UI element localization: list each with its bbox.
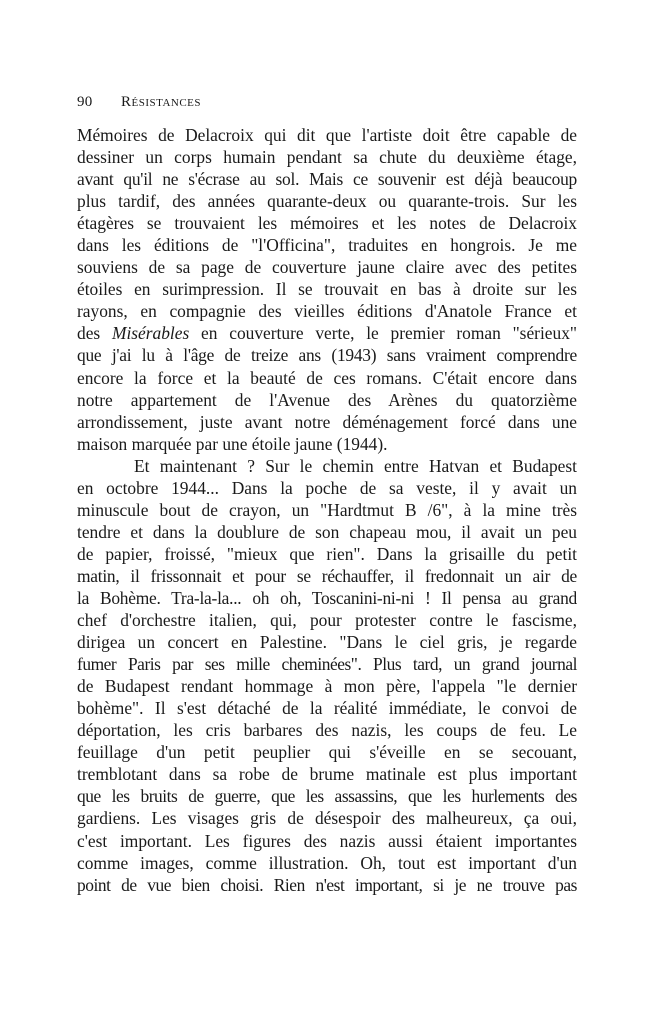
text-line: dirigea un concert en Palestine. "Dans le ciel gris, je regarde: [77, 632, 577, 653]
text-line: dans les éditions de "l'Officina", traduites en hongrois. Je me: [77, 235, 577, 256]
page-body: [77, 124, 577, 896]
text-line: maison marquée par une étoile jaune (1944).: [77, 433, 388, 454]
text-line: rayons, en compagnie des vieilles éditions d'Anatole France et: [77, 301, 577, 322]
text-line: que les bruits de guerre, que les assassins, que les hurlements des: [77, 786, 577, 807]
text-line: arrondissement, juste avant notre déménagement forcé dans une: [77, 411, 577, 432]
text-line: minuscule bout de crayon, un "Hardtmut B /6", à la mine très: [77, 499, 577, 520]
paragraph-1: [77, 124, 577, 455]
page-number: 90: [77, 94, 93, 110]
text-line: point de vue bien choisi. Rien n'est important, si je ne trouve pas: [77, 874, 577, 895]
italic-book-title: Misérables: [111, 323, 190, 344]
text-line: souviens de sa page de couverture jaune claire avec des petites: [77, 257, 577, 278]
text-line: notre appartement de l'Avenue des Arènes du quatorzième: [77, 389, 577, 410]
text-line: feuillage d'un petit peuplier qui s'éveille en se secouant,: [77, 742, 577, 763]
text-line: en octobre 1944... Dans la poche de sa veste, il y avait un: [77, 477, 577, 498]
text-line: plus tardif, des années quarante-deux ou quarante-trois. Sur les: [77, 191, 577, 212]
text-line: avant qu'il ne s'écrase au sol. Mais ce souvenir est déjà beaucoup: [77, 169, 577, 190]
running-header: [77, 92, 201, 112]
text-line: la Bohème. Tra-la-la... oh oh, Toscanini-ni-ni ! Il pensa au grand: [77, 587, 577, 608]
text-fragment: en couverture verte, le premier roman "sérieux": [189, 323, 578, 344]
text-line: dessiner un corps humain pendant sa chute du deuxième étage,: [77, 147, 577, 168]
text-line: fumer Paris par ses mille cheminées". Plus tard, un grand journal: [77, 654, 577, 675]
text-line-with-italic: [77, 322, 577, 344]
text-line: bohème". Il s'est détaché de la réalité immédiate, le convoi de: [77, 698, 577, 719]
text-line: que j'ai lu à l'âge de treize ans (1943) sans vraiment comprendre: [77, 345, 577, 366]
text-fragment: des: [77, 323, 112, 344]
text-line: encore la force et la beauté de ces romans. C'était encore dans: [77, 367, 577, 388]
running-title: Résistances: [121, 94, 202, 110]
text-line: matin, il frissonnait et pour se réchauffer, il fredonnait un air de: [77, 565, 577, 586]
text-line: Et maintenant ? Sur le chemin entre Hatvan et Budapest: [134, 455, 577, 476]
text-line: étagères se trouvaient les mémoires et les notes de Delacroix: [77, 213, 577, 234]
text-line: étoiles en surimpression. Il se trouvait en bas à droite sur les: [77, 279, 577, 300]
text-line: comme images, comme illustration. Oh, tout est important d'un: [77, 852, 577, 873]
paragraph-2: [77, 455, 577, 896]
text-line: chef d'orchestre italien, qui, pour protester contre le fascisme,: [77, 610, 577, 631]
text-line: Mémoires de Delacroix qui dit que l'artiste doit être capable de: [77, 125, 577, 145]
text-line: c'est important. Les figures des nazis aussi étaient importantes: [77, 830, 577, 851]
text-line: gardiens. Les visages gris de désespoir des malheureux, ça oui,: [77, 808, 577, 829]
text-line: de Budapest rendant hommage à mon père, l'appela "le dernier: [77, 676, 577, 697]
text-line: tendre et dans la doublure de son chapeau mou, il avait un peu: [77, 521, 577, 542]
text-line: de papier, froissé, "mieux que rien". Dans la grisaille du petit: [77, 543, 577, 564]
text-line: déportation, les cris barbares des nazis, les coups de feu. Le: [77, 720, 577, 741]
text-line: tremblotant dans sa robe de brume matinale est plus important: [77, 764, 577, 785]
